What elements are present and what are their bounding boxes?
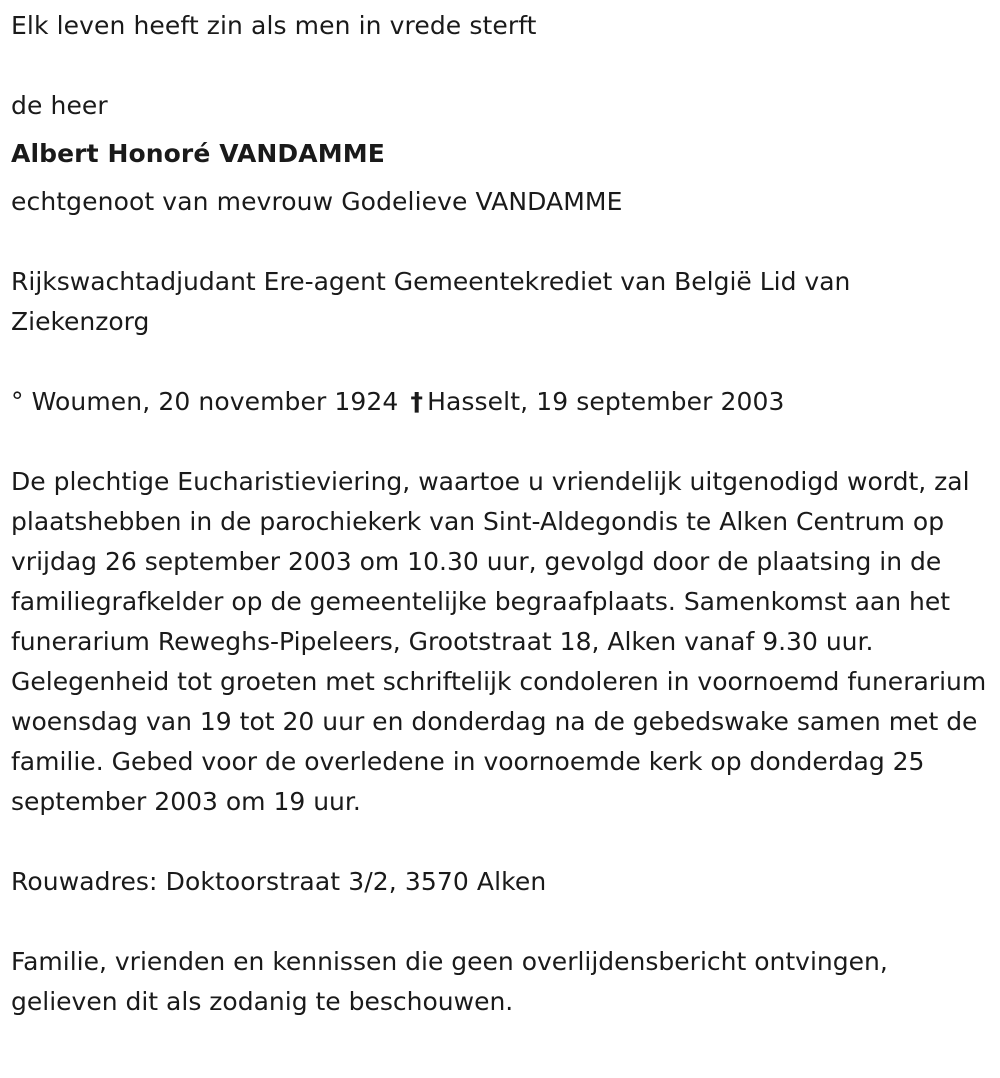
life-dates (11, 382, 989, 422)
spacer (11, 422, 989, 462)
deceased-name: Albert Honoré VANDAMME (11, 139, 385, 168)
death-text: Hasselt, 19 september 2003 (427, 387, 785, 416)
motto: Elk leven heeft zin als men in vrede sterft (11, 11, 537, 40)
honorific: de heer (11, 91, 108, 120)
spacer (11, 822, 989, 862)
spacer (11, 46, 989, 86)
cross-icon: † (410, 387, 424, 416)
ceremony-text: De plechtige Eucharistieviering, waartoe u vriendelijk uitgenodigd wordt, zal plaatshebben in de parochiekerk van Sint-Aldegondis te Alken Centrum op vrijdag 26 september 2003 om 10.30 uur, gevolgd door de plaatsing in de familiegrafkelder op de gemeentelijke begraafplaats. Samenkomst aan het funerarium Reweghs-Pipeleers, Grootstraat 18, Alken vanaf 9.30 uur. Gelegenheid tot groeten met schriftelijk condoleren in voornoemd funerarium woensdag van 19 tot 20 uur en donderdag na de gebedswake samen met de familie. Gebed voor de overledene in voornoemde kerk op donderdag 25 september 2003 om 19 uur. (11, 467, 987, 816)
mourning-address: Rouwadres: Doktoorstraat 3/2, 3570 Alken (11, 867, 547, 896)
closing-text: Familie, vrienden en kennissen die geen overlijdensbericht ontvingen, gelieven dit als zodanig te beschouwen. (11, 947, 888, 1016)
spacer (11, 222, 989, 262)
spacer (11, 902, 989, 942)
spouse-line: echtgenoot van mevrouw Godelieve VANDAMME (11, 187, 623, 216)
titles-text: Rijkswachtadjudant Ere-agent Gemeentekrediet van België Lid van Ziekenzorg (11, 267, 851, 336)
birth-text: ° Woumen, 20 november 1924 (11, 387, 399, 416)
spacer (11, 342, 989, 382)
